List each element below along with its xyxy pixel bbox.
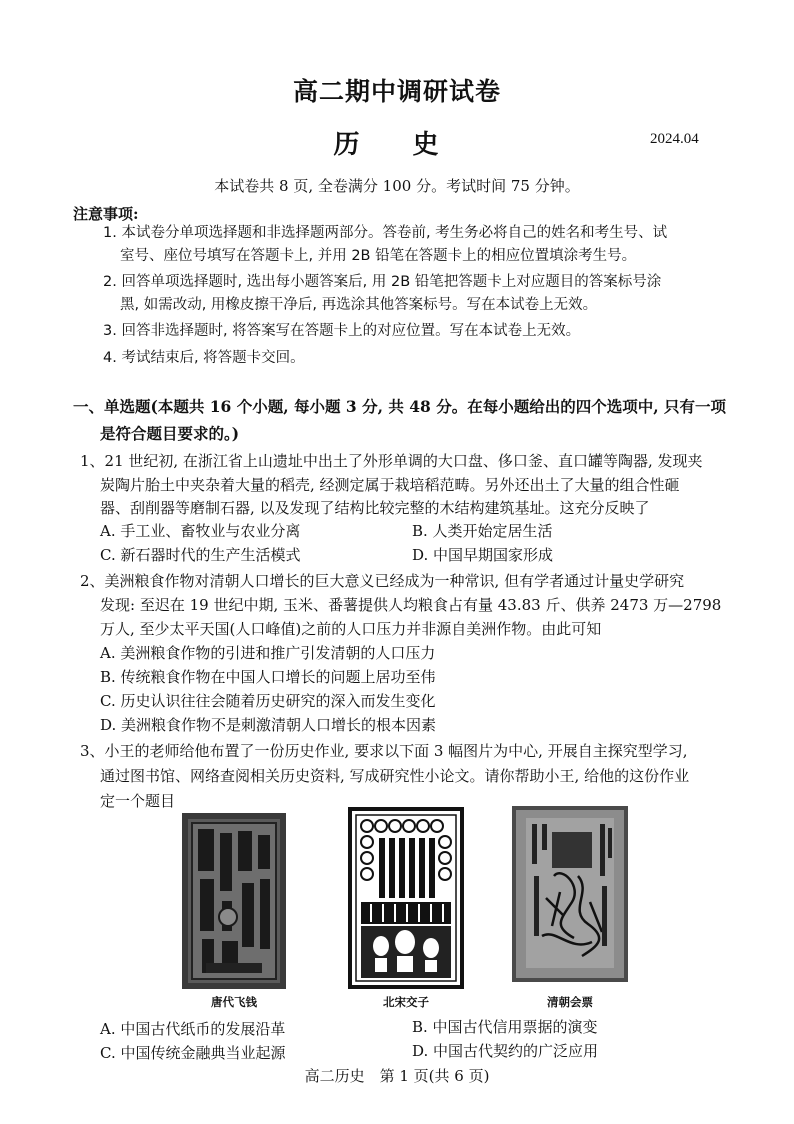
question-1-option-d: D. 中国早期国家形成 [412, 546, 554, 564]
question-3-stem: 定一个题目 [100, 792, 176, 810]
question-1-stem: 器、刮削器等磨制石器, 以及发现了结构比较完整的木结构建筑基址。这充分反映了 [100, 499, 650, 517]
question-2-option-b: B. 传统粮食作物在中国人口增长的问题上居功至伟 [100, 668, 436, 686]
notes-line: 1. 本试卷分单项选择题和非选择题两部分。答卷前, 考生务必将自己的姓名和考生号、试 [103, 225, 668, 241]
question-3-option-b: B. 中国古代信用票据的演变 [412, 1018, 598, 1036]
tang-feiqian-image [182, 813, 286, 989]
question-1-option-b: B. 人类开始定居生活 [412, 522, 553, 540]
question-1-option-c: C. 新石器时代的生产生活模式 [100, 546, 301, 564]
question-2-option-a: A. 美洲粮食作物的引进和推广引发清朝的人口压力 [100, 644, 436, 662]
figure-caption: 北宋交子 [383, 995, 429, 1009]
question-2-stem: 万人, 至少太平天国(人口峰值)之前的人口压力并非源自美洲作物。由此可知 [100, 620, 602, 638]
question-2-option-d: D. 美洲粮食作物不是刺激清朝人口增长的根本因素 [100, 716, 437, 734]
notes-line: 室号、座位号填写在答题卡上, 并用 2B 铅笔在答题卡上的相应位置填涂考生号。 [120, 248, 637, 264]
figure-caption: 清朝会票 [547, 995, 593, 1009]
question-1-stem: 炭陶片胎土中夹杂着大量的稻壳, 经测定属于栽培稻范畴。另外还出土了大量的组合性砸 [100, 476, 680, 494]
section-heading: 一、单选题(本题共 16 个小题, 每小题 3 分, 共 48 分。在每小题给出的四个选项中, 只有一项 [73, 397, 727, 416]
figure-caption: 唐代飞钱 [211, 995, 257, 1009]
qing-huipiao-image [512, 806, 628, 982]
question-3-option-d: D. 中国古代契约的广泛应用 [412, 1042, 599, 1060]
question-2-option-c: C. 历史认识往往会随着历史研究的深入而发生变化 [100, 692, 436, 710]
question-2-stem: 2、美洲粮食作物对清朝人口增长的巨大意义已经成为一种常识, 但有学者通过计量史学研究 [80, 572, 685, 590]
question-3-stem: 通过图书馆、网络查阅相关历史资料, 写成研究性小论文。请你帮助小王, 给他的这份作业 [100, 767, 690, 785]
notes-heading: 注意事项: [73, 205, 139, 223]
question-3-option-c: C. 中国传统金融典当业起源 [100, 1044, 286, 1062]
notes-line: 黑, 如需改动, 用橡皮擦干净后, 再选涂其他答案标号。写在本试卷上无效。 [120, 297, 598, 313]
subject-title: 历 史 [333, 130, 461, 160]
song-jiaozi-image [347, 806, 465, 990]
notes-line: 3. 回答非选择题时, 将答案写在答题卡上的对应位置。写在本试卷上无效。 [103, 323, 581, 339]
page-footer: 高二历史 第 1 页(共 6 页) [304, 1067, 490, 1085]
exam-info: 本试卷共 8 页, 全卷满分 100 分。考试时间 75 分钟。 [214, 177, 580, 195]
notes-line: 4. 考试结束后, 将答题卡交回。 [103, 350, 305, 366]
section-heading: 是符合题目要求的。) [100, 424, 240, 443]
notes-line: 2. 回答单项选择题时, 选出每小题答案后, 用 2B 铅笔把答题卡上对应题目的答案标号涂 [103, 274, 662, 290]
question-1-stem: 1、21 世纪初, 在浙江省上山遗址中出土了外形单调的大口盘、侈口釜、直口罐等陶器, 发现夹 [80, 452, 703, 470]
exam-date: 2024.04 [650, 131, 699, 147]
question-3-option-a: A. 中国古代纸币的发展沿革 [100, 1020, 286, 1038]
question-1-option-a: A. 手工业、畜牧业与农业分离 [100, 522, 301, 540]
question-2-stem: 发现: 至迟在 19 世纪中期, 玉米、番薯提供人均粮食占有量 43.83 斤、供养 2473 万—2798 [100, 596, 722, 614]
question-3-stem: 3、小王的老师给他布置了一份历史作业, 要求以下面 3 幅图片为中心, 开展自主探究型学习, [80, 742, 688, 760]
exam-title: 高二期中调研试卷 [292, 77, 501, 106]
